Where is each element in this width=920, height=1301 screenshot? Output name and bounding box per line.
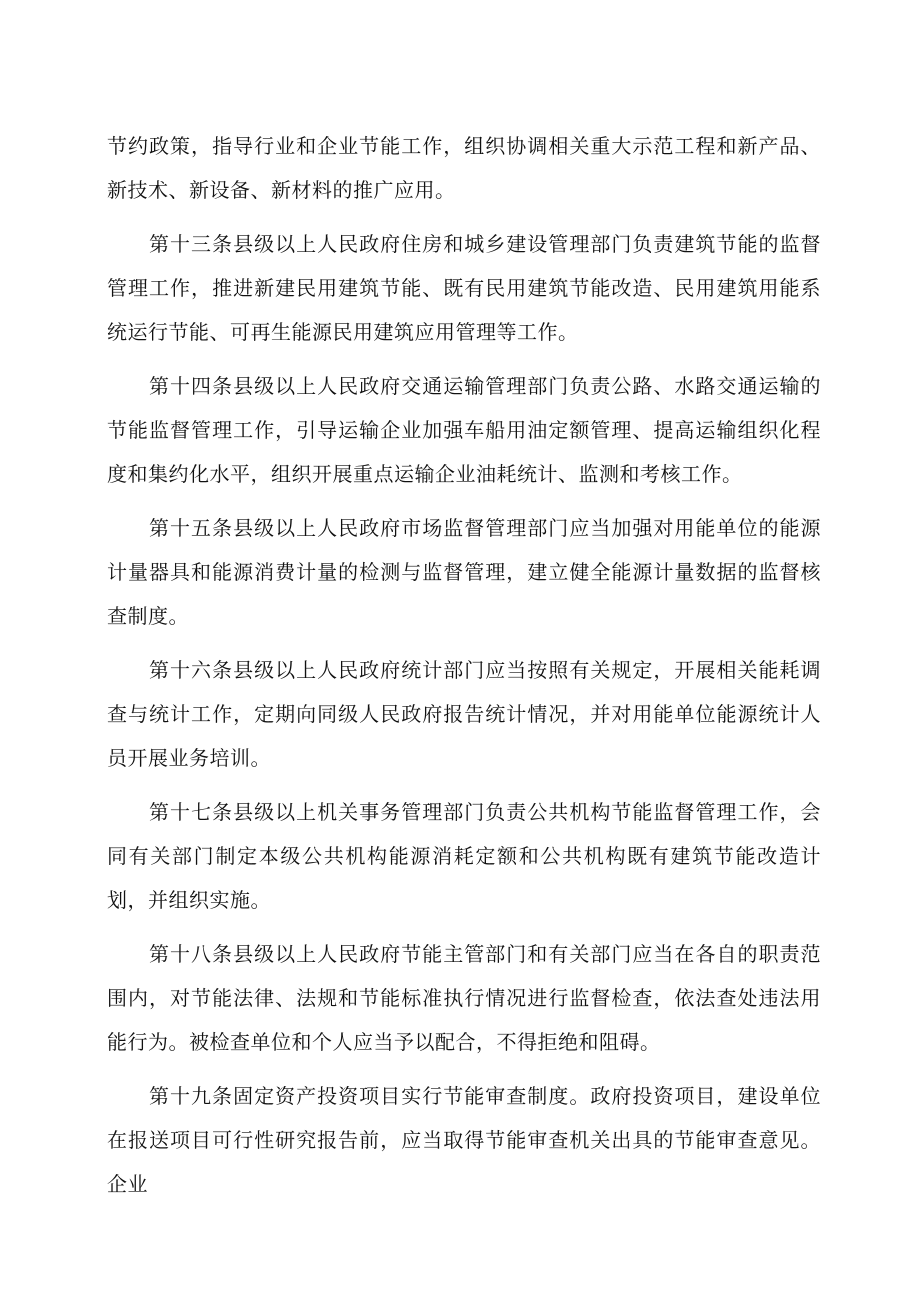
article-19-paragraph: 第十九条固定资产投资项目实行节能审查制度。政府投资项目，建设单位在报送项目可行性研究报告前，应当取得节能审查机关出具的节能审查意见。企业 xyxy=(107,1084,821,1196)
article-14-paragraph: 第十四条县级以上人民政府交通运输管理部门负责公路、水路交通运输的节能监督管理工作，引导运输企业加强车船用油定额管理、提高运输组织化程度和集约化水平，组织开展重点运输企业油耗统计、监测和考核工作。 xyxy=(107,374,821,486)
article-16-paragraph: 第十六条县级以上人民政府统计部门应当按照有关规定，开展相关能耗调查与统计工作，定期向同级人民政府报告统计情况，并对用能单位能源统计人员开展业务培训。 xyxy=(107,658,821,770)
article-15-paragraph: 第十五条县级以上人民政府市场监督管理部门应当加强对用能单位的能源计量器具和能源消费计量的检测与监督管理，建立健全能源计量数据的监督核查制度。 xyxy=(107,516,821,628)
paragraph-continuation: 节约政策，指导行业和企业节能工作，组织协调相关重大示范工程和新产品、新技术、新设备、新材料的推广应用。 xyxy=(107,134,821,202)
article-13-paragraph: 第十三条县级以上人民政府住房和城乡建设管理部门负责建筑节能的监督管理工作，推进新建民用建筑节能、既有民用建筑节能改造、民用建筑用能系统运行节能、可再生能源民用建筑应用管理等工作。 xyxy=(107,232,821,344)
article-18-paragraph: 第十八条县级以上人民政府节能主管部门和有关部门应当在各自的职责范围内，对节能法律、法规和节能标准执行情况进行监督检查，依法查处违法用能行为。被检查单位和个人应当予以配合，不得拒绝和阻碍。 xyxy=(107,942,821,1054)
document-body xyxy=(107,124,821,1216)
article-17-paragraph: 第十七条县级以上机关事务管理部门负责公共机构节能监督管理工作，会同有关部门制定本级公共机构能源消耗定额和公共机构既有建筑节能改造计划，并组织实施。 xyxy=(107,800,821,912)
